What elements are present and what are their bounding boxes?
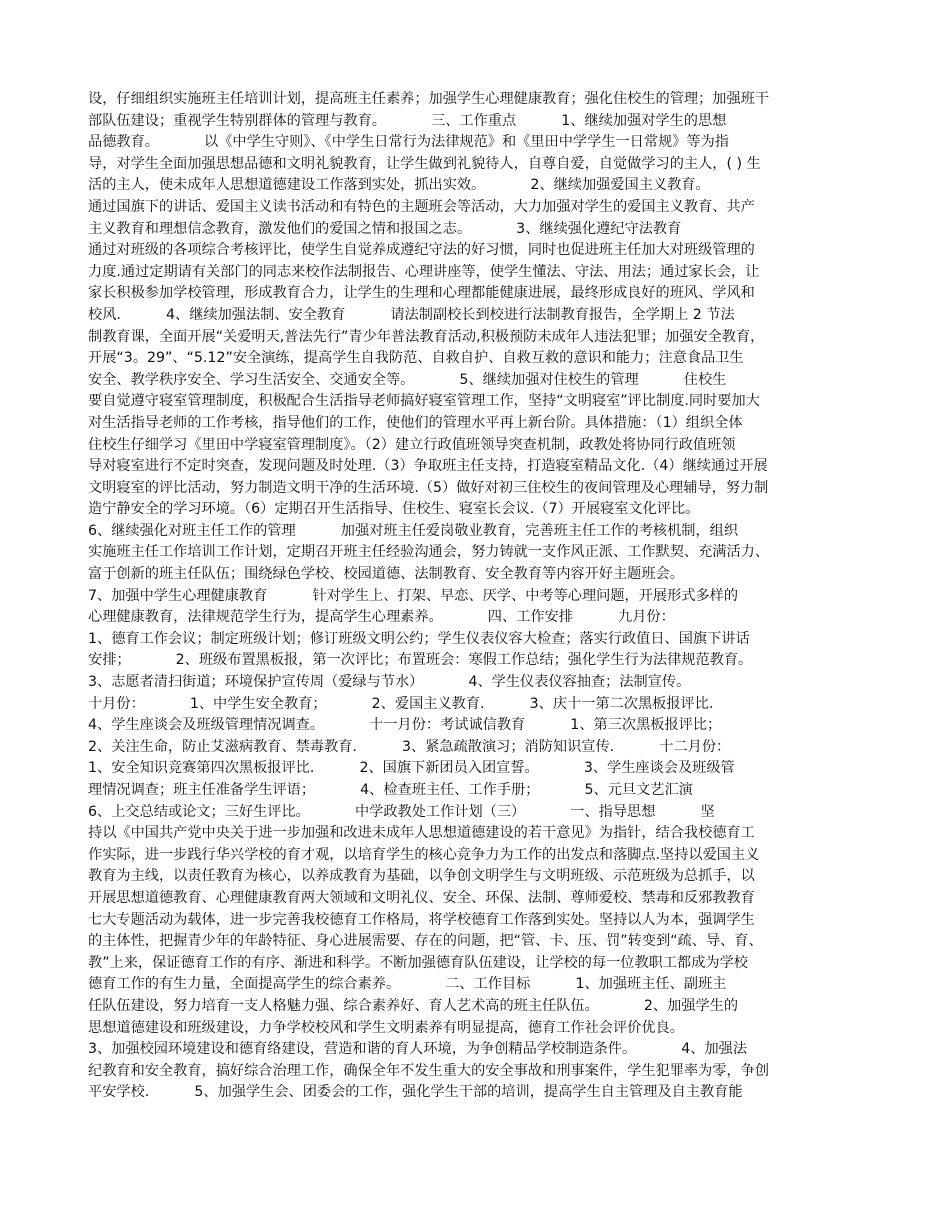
text-line: 十月份： 1、中学生安全教育； 2、爱国主义教育. 3、庆十一第二次黑板报评比.	[88, 695, 714, 712]
text-line: 2、关注生命，防止艾滋病教育、禁毒教育. 3、紧急疏散演习；消防知识宣传. 十二月份：	[88, 738, 731, 755]
text-line: 安排； 2、班级布置黑板报，第一次评比；布置班会：寒假工作总结；强化学生行为法律规范教育。	[88, 652, 753, 669]
text-line: 6、继续强化对班主任工作的管理 加强对班主任爱岗敬业教育，完善班主任工作的考核机制，组织	[88, 522, 739, 539]
document-body	[88, 89, 863, 1104]
text-line: 通过对班级的各项综合考核评比，使学生自觉养成遵纪守法的好习惯，同时也促进班主任加大对班级管理的	[88, 242, 755, 259]
text-line: 文明寝室的评比活动，努力制造文明干净的生活环境.（5）做好对初三住校生的夜间管理及心理辅导，努力制	[88, 479, 769, 496]
text-line: 持以《中国共产党中央关于进一步加强和改进未成年人思想道德建设的若干意见》为指针，结合我校德育工	[88, 825, 755, 842]
text-line: 1、安全知识竞赛第四次黑板报评比. 2、国旗下新团员入团宣誓。 3、学生座谈会及班级管	[88, 760, 735, 777]
text-line: 设，仔细组织实施班主任培训计划，提高班主任素养；加强学生心理健康教育；强化住校生的管理；加强班干	[88, 91, 770, 107]
text-line: 开展思想道德教育、心理健康教育两大领域和文明礼仪、安全、环保、法制、尊师爱校、禁毒和反邪教教育	[88, 889, 755, 906]
text-line: 德育工作的有生力量，全面提高学生的综合素养。 二、工作目标 1、加强班主任、副班主	[88, 976, 727, 993]
text-line: 制教育课，全面开展“关爱明天,普法先行”青少年普法教育活动,积极预防未成年人违法犯罪；加强安全教育，	[88, 328, 765, 345]
text-line: 安全、教学秩序安全、学习生活安全、交通安全等。 5、继续加强对住校生的管理 住校生	[88, 371, 727, 388]
text-line: 教育为主线，以责任教育为核心，以养成教育为基础，以争创文明学生与文明班级、示范班级为总抓手，以	[88, 868, 755, 885]
text-line: 4、学生座谈会及班级管理情况调查。 十一月份：考试诚信教育 1、第三次黑板报评比；	[88, 717, 722, 734]
text-line: 导对寝室进行不定时突查，发现问题及时处理.（3）争取班主任支持，打造寝室精品文化.（4）继续通过开展	[88, 458, 768, 475]
text-line: 造宁静安全的学习环境。（6）定期召开生活指导、住校生、寝室长会议.（7）开展寝室文化评比。	[88, 501, 700, 518]
text-line: 教”上来，保证德育工作的有序、渐进和科学。不断加强德育队伍建设，让学校的每一位教职工都成为学校	[88, 954, 748, 971]
text-line: 的主体性，把握青少年的年龄特征、身心进展需要、存在的问题，把“管、卡、压、罚”转变到“疏、导、育、	[88, 933, 763, 950]
text-line: 心理健康教育，法律规范学生行为，提高学生心理素养。 四、工作安排 九月份：	[88, 609, 675, 626]
text-line: 要自觉遵守寝室管理制度，积极配合生活指导老师搞好寝室管理工作，坚持“文明寝室”评比制度.同时要加大	[88, 393, 760, 410]
text-line: 开展“3。29”、“5.12”安全演练，提高学生自我防范、自救自护、自救互救的意识和能力；注意食品卫生	[88, 350, 744, 367]
text-line: 对生活指导老师的工作考核，指导他们的工作，使他们的管理水平再上新台阶。具体措施：（1）组织全体	[88, 414, 743, 431]
text-line: 七大专题活动为载体，进一步完善我校德育工作格局，将学校德育工作落到实处。坚持以人为本，强调学生	[88, 911, 755, 928]
text-line: 理情况调查；班主任准备学生评语； 4、检查班主任、工作手册； 5、元旦文艺汇演	[88, 782, 693, 798]
text-line: 纪教育和安全教育，搞好综合治理工作，确保全年不发生重大的安全事故和刑事案件，学生犯罪率为零，争创	[88, 1062, 770, 1079]
text-line: 主义教育和理想信念教育，激发他们的爱国之情和报国之志。 3、继续强化遵纪守法教育	[88, 220, 682, 237]
text-line: 家长积极参加学校管理，形成教育合力，让学生的生理和心理都能健康进展，最终形成良好的班风、学风和	[88, 285, 755, 302]
text-line: 1、德育工作会议；制定班级计划；修订班级文明公约；学生仪表仪容大检查；落实行政值日、国旗下讲话	[88, 630, 750, 647]
text-line: 3、志愿者清扫街道；环境保护宣传周（爱绿与节水） 4、学生仪表仪容抽查；法制宣传。	[88, 674, 691, 691]
text-line: 平安学校. 5、加强学生会、团委会的工作，强化学生干部的培训，提高学生自主管理及自主教育能	[88, 1084, 743, 1101]
text-line: 导，对学生全面加强思想品德和文明礼貌教育，让学生做到礼貌待人，自尊自爱，自觉做学习的主人，( ) 生	[88, 155, 761, 172]
text-line: 力度.通过定期请有关部门的同志来校作法制报告、心理讲座等，使学生懂法、守法、用法；通过家长会，让	[88, 263, 760, 280]
text-line: 6、上交总结或论文；三好生评比。 中学政教处工作计划（三） 一、指导思想 坚	[88, 803, 715, 820]
text-line: 校风. 4、继续加强法制、安全教育 请法制副校长到校进行法制教育报告，全学期上 2 节法	[88, 306, 735, 323]
text-line: 思想道德建设和班级建设，力争学校校风和学生文明素养有明显提高，德育工作社会评价优良。	[88, 1019, 684, 1036]
text-line: 3、加强校园环境建设和德育络建设，营造和谐的育人环境，为争创精品学校制造条件。 4、加强法	[88, 1041, 748, 1058]
text-line: 富于创新的班主任队伍；围绕绿色学校、校园道德、法制教育、安全教育等内容开好主题班会。	[88, 566, 684, 583]
text-line: 任队伍建设，努力培育一支人格魅力强、综合素养好、育人艺术高的班主任队伍。 2、加强学生的	[88, 997, 739, 1014]
text-line: 通过国旗下的讲话、爱国主义读书活动和有特色的主题班会等活动，大力加强对学生的爱国主义教育、共产	[88, 198, 755, 215]
text-line: 部队伍建设；重视学生特别群体的管理与教育。 三、工作重点 1、继续加强对学生的思想	[88, 112, 727, 129]
text-line: 7、加强中学生心理健康教育 针对学生上、打架、早恋、厌学、中考等心理问题，开展形式多样的	[88, 587, 739, 604]
text-line: 住校生仔细学习《里田中学寝室管理制度》。（2）建立行政值班领导突查机制，政教处将协同行政值班领	[88, 436, 736, 453]
text-line: 活的主人，使未成年人思想道德建设工作落到实处，抓出实效。 2、继续加强爱国主义教育。	[88, 177, 710, 194]
text-line: 品德教育。 以《中学生守则》、《中学生日常行为法律规范》和《里田中学学生一日常规》等为指	[88, 134, 729, 151]
text-line: 作实际，进一步践行华兴学校的育才观，以培育学生的核心竞争力为工作的出发点和落脚点.坚持以爱国主义	[88, 846, 760, 863]
text-line: 实施班主任工作培训工作计划，定期召开班主任经验沟通会，努力铸就一支作风正派、工作默契、充满活力、	[88, 544, 770, 561]
